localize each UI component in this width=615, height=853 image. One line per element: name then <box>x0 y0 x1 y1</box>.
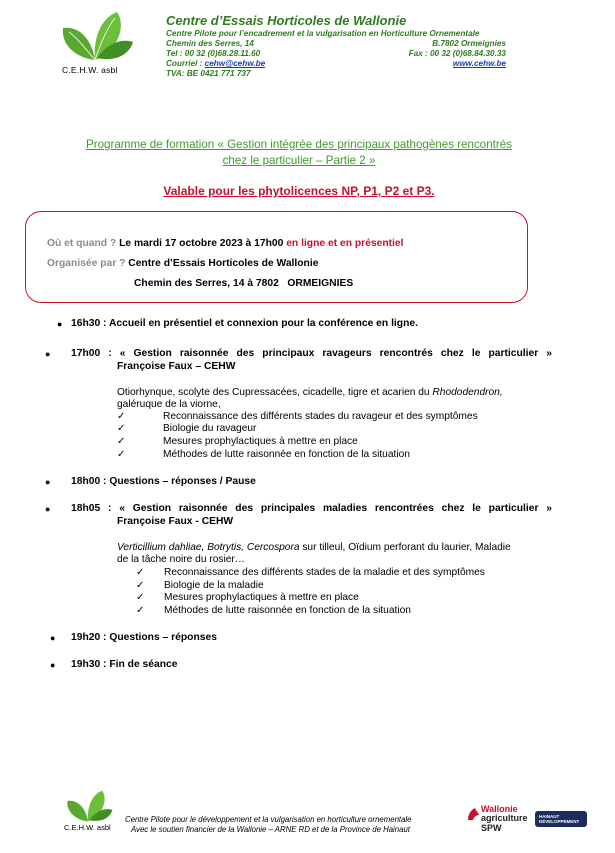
programme-title-line2: chez le particulier – Partie 2 » <box>222 154 376 167</box>
wallonie-agriculture-logo <box>466 804 530 836</box>
checkmark-icon: ✓ <box>136 605 145 616</box>
pests-desc-b: galéruque de la viorne, <box>117 399 221 410</box>
logo-caption: C.E.H.W. asbl <box>62 65 118 75</box>
agriculture-text: agriculture <box>481 813 528 823</box>
check-text: Méthodes de lutte raisonnée en fonction de la situation <box>163 449 410 460</box>
cehw-leaf-logo <box>55 8 135 64</box>
bullet: ● <box>45 504 51 514</box>
checkmark-icon: ✓ <box>117 436 126 447</box>
footer-line-2: Avec le soutien financier de la Wallonie – ARNE RD et de la Province de Hainaut <box>131 825 410 834</box>
cehw-leaf-logo-small <box>58 788 118 824</box>
diseases-desc-italic: Verticillium dahliae, Botrytis, Cercospora <box>117 542 300 553</box>
org-email-row <box>166 59 265 69</box>
hainaut-text: HAINAUT DÉVELOPPEMENT <box>539 814 580 824</box>
diseases-desc-a: sur tilleul, Oïdium perforant du laurier, Maladie <box>299 542 511 553</box>
bullet: ● <box>45 477 51 487</box>
bullet: ● <box>45 349 51 359</box>
checkmark-icon: ✓ <box>117 411 126 422</box>
organiser-label: Organisée par ? <box>47 258 129 269</box>
checkmark-icon: ✓ <box>136 567 145 578</box>
bullet: ● <box>50 633 56 643</box>
check-text: Reconnaissance des différents stades de la maladie et des symptômes <box>164 567 485 578</box>
where-value: Le mardi 17 octobre 2023 à 17h00 <box>119 238 287 249</box>
item-break: 18h00 : Questions – réponses / Pause <box>71 476 256 487</box>
wallonie-text: Wallonie <box>481 804 518 814</box>
check-text: Méthodes de lutte raisonnée en fonction de la situation <box>164 605 411 616</box>
org-address: Chemin des Serres, 14 <box>166 39 254 48</box>
pests-desc-a: Otiorhynque, scolyte des Cupressacées, cicadelle, tigre et acarien du <box>117 387 433 398</box>
diseases-desc-b: de la tâche noire du rosier… <box>117 554 245 565</box>
check-text: Reconnaissance des différents stades du ravageur et des symptômes <box>163 411 478 422</box>
website-link[interactable]: www.cehw.be <box>452 59 506 68</box>
email-label: Courriel : <box>166 59 205 68</box>
programme-title-line1: Programme de formation « Gestion intégrée des principaux pathogènes rencontrés <box>86 138 512 151</box>
item-diseases-title: 18h05 : « Gestion raisonnée des principales maladies rencontrées chez le particulier » <box>71 503 552 514</box>
info-box <box>25 211 528 303</box>
email-link[interactable]: cehw@cehw.be <box>204 59 266 68</box>
item-diseases-speaker: Françoise Faux - CEHW <box>117 516 234 527</box>
website-row <box>453 59 506 69</box>
pests-desc-italic: Rhododendron, <box>432 387 503 398</box>
org-fax: Fax : 00 32 (0)68.84.30.33 <box>408 49 506 58</box>
check-text: Biologie de la maladie <box>164 580 264 591</box>
checkmark-icon: ✓ <box>136 592 145 603</box>
item-pests-speaker: Françoise Faux – CEHW <box>117 361 236 372</box>
organiser-value: Centre d’Essais Horticoles de Wallonie <box>128 258 319 269</box>
pests-description <box>117 387 552 411</box>
org-postal: B.7802 Ormeignies <box>432 39 506 48</box>
item-end: 19h30 : Fin de séance <box>71 659 178 670</box>
where-label: Où et quand ? <box>47 238 120 249</box>
organiser-line <box>47 258 318 269</box>
bullet: ● <box>57 319 63 329</box>
org-subtitle: Centre Pilote pour l’encadrement et la vulgarisation en Horticulture Ornementale <box>166 29 480 38</box>
rooster-icon <box>466 806 480 822</box>
diseases-description <box>117 542 552 566</box>
checkmark-icon: ✓ <box>136 580 145 591</box>
validity-line: Valable pour les phytolicences NP, P1, P2 et P3. <box>163 184 435 198</box>
org-tel: Tel : 00 32 (0)68.28.11.60 <box>166 49 261 58</box>
where-mode: en ligne et en présentiel <box>286 238 404 249</box>
item-arrival: 16h30 : Accueil en présentiel et connexion pour la conférence en ligne. <box>71 318 418 329</box>
programme-title <box>40 137 558 169</box>
bullet: ● <box>50 660 56 670</box>
where-when-line <box>47 238 404 249</box>
check-text: Mesures prophylactiques à mettre en place <box>164 592 359 603</box>
checkmark-icon: ✓ <box>117 423 126 434</box>
spw-text: SPW <box>481 823 502 833</box>
check-text: Mesures prophylactiques à mettre en place <box>163 436 358 447</box>
organiser-address: Chemin des Serres, 14 à 7802 ORMEIGNIES <box>134 278 354 289</box>
footer-line-1: Centre Pilote pour le développement et la vulgarisation en horticulture ornementale <box>125 815 412 824</box>
item-pests-title: 17h00 : « Gestion raisonnée des principaux ravageurs rencontrés chez le particulier » <box>71 348 552 359</box>
checkmark-icon: ✓ <box>117 449 126 460</box>
footer-logo-caption: C.E.H.W. asbl <box>64 823 111 832</box>
hainaut-logo <box>535 811 587 827</box>
check-text: Biologie du ravageur <box>163 423 257 434</box>
org-name: Centre d’Essais Horticoles de Wallonie <box>166 13 407 28</box>
item-questions: 19h20 : Questions – réponses <box>71 632 217 643</box>
org-tva: TVA: BE 0421 771 737 <box>166 69 251 78</box>
